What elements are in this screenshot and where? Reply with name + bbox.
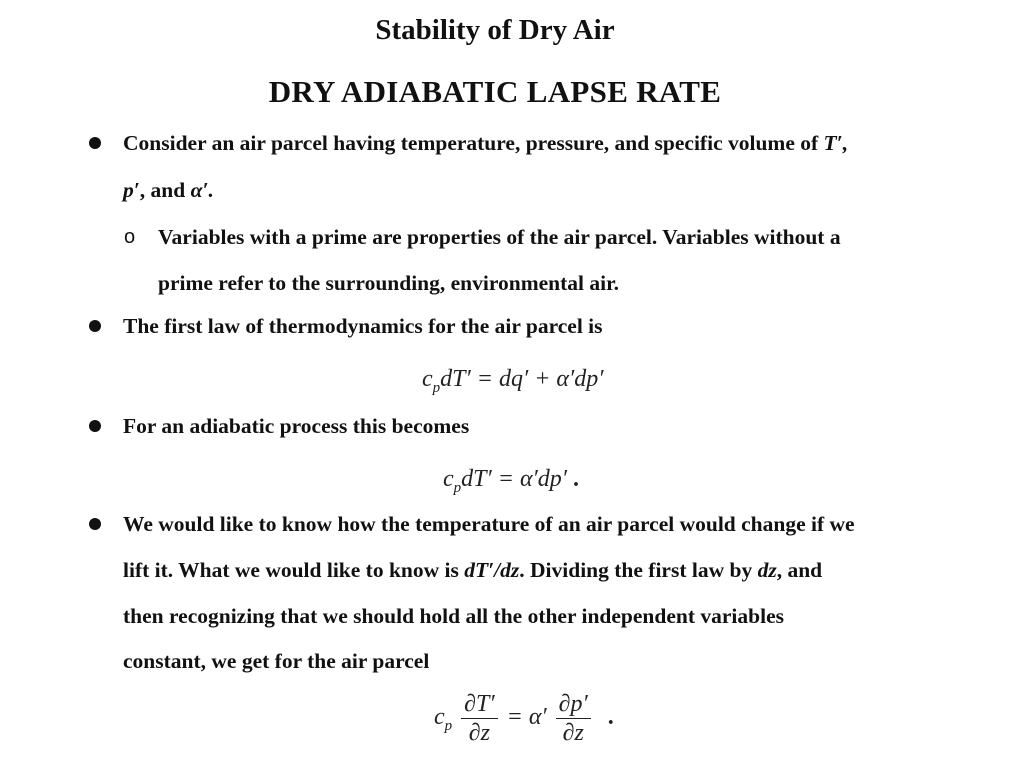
sub-bullet-marker: o — [124, 226, 136, 248]
eq1-c: c — [422, 366, 433, 392]
bullet-2-line: The first law of thermodynamics for the air parcel is — [123, 314, 603, 338]
bullet-4-pre: lift it. What we would like to know is — [123, 558, 465, 582]
sub-bullet-line-1: Variables with a prime are properties of the air parcel. Variables without a — [158, 225, 841, 249]
bullet-4-line-3: then recognizing that we should hold all the other independent variables — [123, 604, 784, 628]
var-alpha-prime: α′. — [190, 178, 214, 202]
frac2-denominator: ∂z — [562, 720, 584, 746]
bullet-1-text: Consider an air parcel having temperature, pressure, and specific volume of — [123, 131, 824, 155]
frac1-numerator: ∂T′ — [461, 690, 497, 719]
bullet-1-line-1 — [123, 120, 848, 167]
bullet-4-line-2 — [123, 547, 822, 594]
var-dz: dz — [757, 558, 777, 582]
eq1-rest: dT′ = dq′ + α′dp′ — [440, 366, 604, 392]
eq3-mid: = α′ — [506, 704, 547, 731]
eq3-c: c — [434, 704, 445, 731]
eq2-sub-p: p — [453, 480, 462, 496]
slide-subtitle: DRY ADIABATIC LAPSE RATE — [268, 74, 722, 109]
eq2-period: . — [573, 466, 580, 492]
eq3-sub-p: p — [444, 718, 453, 735]
bullet-4-post: , and — [776, 558, 823, 582]
var-t-prime: T′, — [823, 131, 849, 155]
bullet-dot — [89, 320, 101, 332]
fraction-dT-dz — [461, 690, 497, 747]
bullet-3-line: For an adiabatic process this becomes — [123, 414, 470, 438]
frac1-denominator: ∂z — [468, 720, 490, 746]
bullet-1-line-2 — [123, 167, 214, 214]
frac2-numerator: ∂p′ — [556, 690, 591, 719]
slide-title: Stability of Dry Air — [375, 14, 615, 46]
bullet-1-and: , and — [139, 178, 191, 202]
equation-partial — [434, 690, 614, 750]
sub-bullet-line-2: prime refer to the surrounding, environmental air. — [158, 271, 620, 295]
bullet-4-line-4: constant, we get for the air parcel — [123, 649, 430, 673]
eq2-c: c — [443, 466, 454, 492]
var-dtdz: dT′/dz — [464, 558, 520, 582]
eq1-sub-p: p — [432, 380, 441, 396]
eq3-period: . — [607, 704, 614, 731]
var-p-prime: p′ — [123, 178, 140, 202]
bullet-4-line-1: We would like to know how the temperature of an air parcel would change if we — [123, 512, 855, 536]
bullet-dot — [89, 420, 101, 432]
bullet-dot — [89, 137, 101, 149]
bullet-4-mid: . Dividing the first law by — [519, 558, 758, 582]
fraction-dp-dz — [556, 690, 591, 747]
bullet-dot — [89, 518, 101, 530]
eq2-rest: dT′ = α′dp′ — [461, 466, 568, 492]
